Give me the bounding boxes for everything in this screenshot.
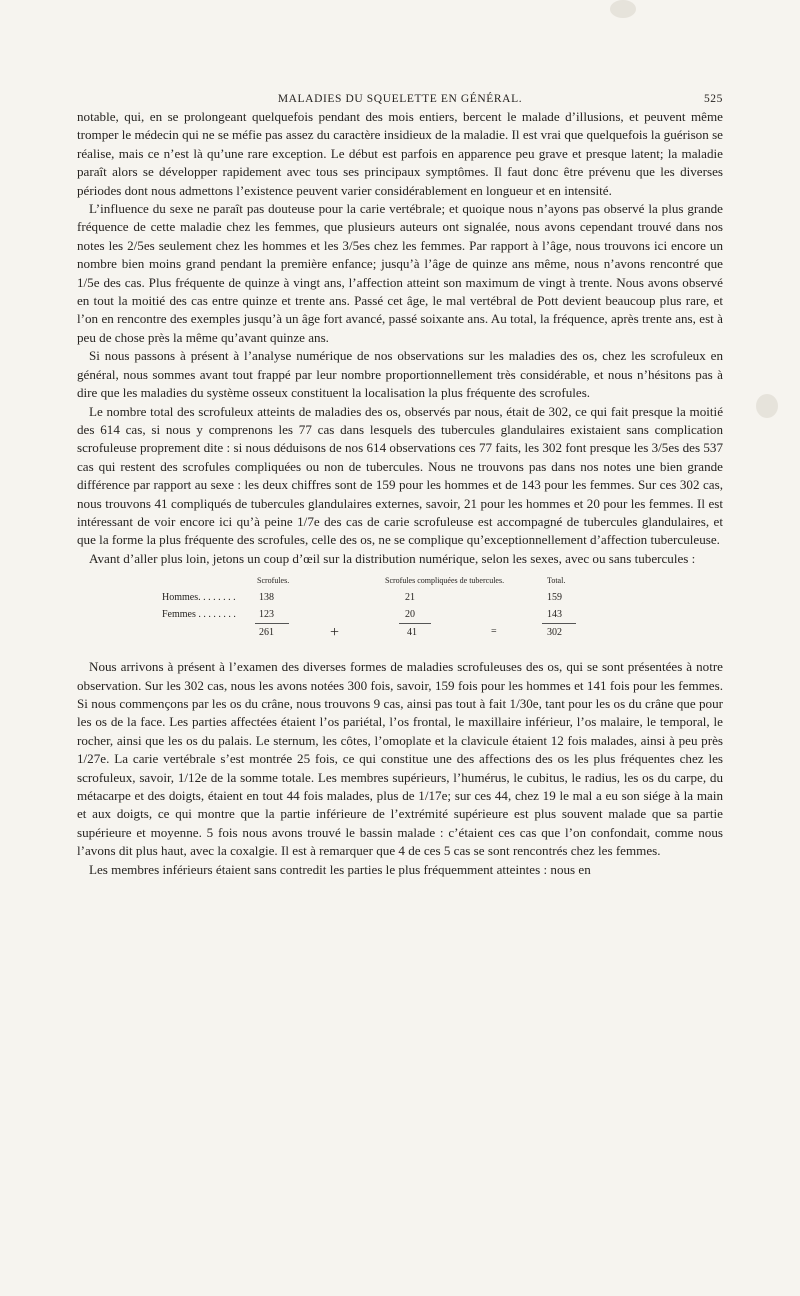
page-body [77,108,723,879]
table-rule [399,623,431,624]
table-cell: 159 [547,592,562,604]
paragraph-2: L’influence du sexe ne paraît pas douteuse pour la carie vertébrale; et quoique nous n’ayons pas observé la plus grande fréquence de cette maladie chez les femmes, que plusieurs auteurs ont signalée, nous avons cependant trouvé dans nos notes les 2/5es seulement chez les hommes et les 3/5es chez les femmes. Par rapport à l’âge, nous trouvons ici encore un nombre bien moins grand pendant la première enfance; jusqu’à l’âge de quinze ans même, nous n’avons rencontré que 1/5e des cas. Plus fréquente de quinze à vingt ans, l’affection atteint son maximum de vingt à trente. Nous avons observé en tout la moitié des cas entre quinze et trente ans. Passé cet âge, le mal vertébral de Pott devient beaucoup plus rare, et l’on en rencontre des exemples jusqu’à un âge fort avancé, passé soixante ans. Au total, la fréquence, après trente ans, est à peu de chose près la même qu’avant quinze ans. [77,201,723,345]
table-plus-sign: + [330,624,340,642]
paragraph-6: Nous arrivons à présent à l’examen des diverses formes de maladies scrofuleuses des os, qui se sont présentées à notre observation. Sur les 302 cas, nous les avons notées 300 fois, savoir, 159 fois pour les hommes et 141 fois pour les femmes. Si nous commençons par les os du crâne, nous trouvons 9 cas, ainsi pas tout à fait 1/30e, tant pour les os du crâne que pour les os de la face. Les parties affectées étaient l’os pariétal, l’os frontal, le maxillaire inférieur, l’os malaire, le temporal, le rocher, ainsi que les os du palais. Le sternum, les côtes, l’omoplate et la clavicule étaient 12 fois malades, ainsi à peu près 1/27e. La carie vertébrale s’est montrée 25 fois, ce qui constitue une des affections des os les plus fréquentes chez les scrofuleux, savoir, 1/12e de la somme totale. Les membres supérieurs, l’humérus, le cubitus, le radius, les os du carpe, du métacarpe et des doigts, étaient en tout 44 fois malades, plus de 1/17e; sur ces 44, chez 19 le mal a eu son siége à la main et aux doigts, ce qui montre que la partie inférieure de l’extrémité supérieure est plus souvent malade que sa partie supérieure et moyenne. 5 fois nous avons trouvé le bassin malade : c’étaient ces cas que l’on confondait, comme nous l’avons dit plus haut, avec la coxalgie. Il est à remarquer que 4 de ces 5 cas se sont rencontrés chez les femmes. [77,659,723,859]
paragraph-1: notable, qui, en se prolongeant quelquefois pendant des mois entiers, bercent le malade d’illusions, et peuvent même tromper le médecin qui ne se méfie pas assez du caractère insidieux de la maladie. Il est vrai que quelquefois la guérison se réalise, mais ce n’est là qu’une rare exception. Le début est parfois en apparence peu grave et presque latent; la maladie paraît alors se développer rapidement avec tous ses principaux symptômes. Il faut donc être prévenu que les diverses périodes dont nous admettons l’existence peuvent varier considérablement en longueur et en intensité. [77,109,723,198]
table-header-compliquees: Scrofules compliquées de tubercules. [385,576,505,586]
paragraph-3: Si nous passons à présent à l’analyse numérique de nos observations sur les maladies des os, chez les scrofuleux en général, nous sommes avant tout frappé par leur nombre proportionnellement très considérable, et nous n’hésitons pas à dire que les maladies du système osseux constituent la localisation la plus fréquente des scrofules. [77,348,723,401]
paper-stain [610,0,636,18]
running-title: MALADIES DU SQUELETTE EN GÉNÉRAL. [277,93,523,105]
distribution-table [77,576,723,648]
table-rule [255,623,289,624]
running-head [77,93,723,107]
table-row-label: Femmes . . . . . . . . [162,609,236,621]
paragraph-7: Les membres inférieurs étaient sans contredit les parties le plus fréquemment atteintes : nous en [89,861,591,877]
table-cell: 20 [405,609,415,621]
table-cell: 138 [259,592,274,604]
paper-stain [756,394,778,418]
table-equals-sign: = [491,626,497,638]
paragraph-4: Le nombre total des scrofuleux atteints de maladies des os, observés par nous, était de 302, ce qui fait presque la moitié des 614 cas, si nous y comprenons les 77 cas dans lesquels des tubercules glandulaires existaient sans complication scrofuleuse proprement dite : si nous déduisons de nos 614 observations ces 77 faits, les 302 font presque les 3/5es des 537 cas qui restent des scrofules compliquées ou non de tubercules. Nous ne trouvons pas dans nos notes une bien grande différence par rapport au sexe : les deux chiffres sont de 159 pour les hommes et de 143 pour les femmes. Sur ces 302 cas, nous trouvons 41 compliqués de tubercules glandulaires externes, savoir, 21 pour les hommes et 20 pour les femmes. Il est intéressant de voir encore ici qu’à peine 1/7e des cas de carie scrofuleuse est accompagné de tubercules glandulaires, et que la forme la plus fréquente des scrofules, celle des os, ne se complique qu’exceptionnellement d’affection tuberculeuse. [77,403,723,548]
table-rule [542,623,576,624]
table-cell: 123 [259,609,274,621]
table-total-cell: 41 [407,627,417,639]
table-header-total: Total. [547,576,566,586]
page-number: 525 [703,93,723,105]
table-total-cell: 261 [259,627,274,639]
table-cell: 21 [405,592,415,604]
table-header-scrofules: Scrofules. [257,576,290,586]
table-total-cell: 302 [547,627,562,639]
table-row-label: Hommes. . . . . . . . [162,592,236,604]
table-cell: 143 [547,609,562,621]
paragraph-5: Avant d’aller plus loin, jetons un coup d’œil sur la distribution numérique, selon les sexes, avec ou sans tubercules : [89,550,696,566]
